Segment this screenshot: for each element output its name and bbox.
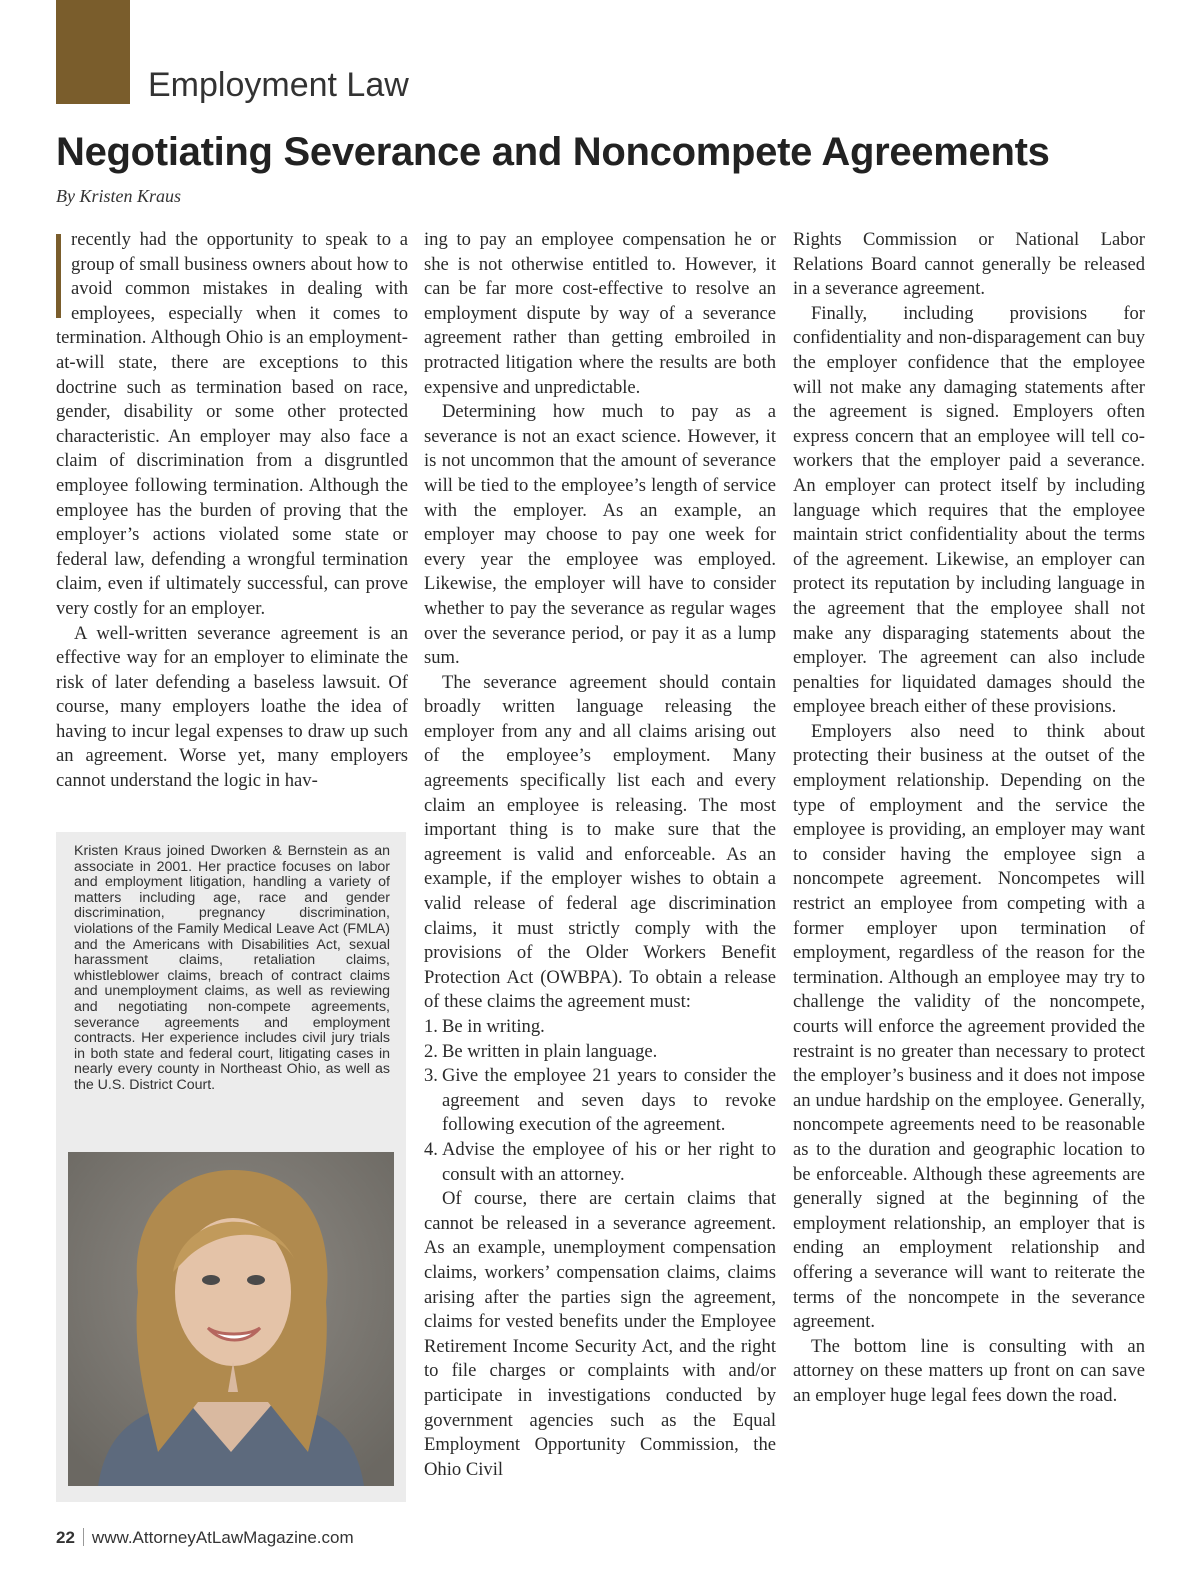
drop-cap-bar — [56, 234, 61, 318]
article-headline: Negotiating Severance and Noncompete Agreements — [56, 130, 1050, 174]
article-column-2 — [424, 228, 776, 1482]
article-column-1 — [56, 228, 408, 794]
list-item-text: Give the employee 21 years to consider the agreement and seven days to revoke following execution of the agreement. — [442, 1065, 776, 1136]
list-number: 3. — [424, 1065, 438, 1087]
page-number: 22 — [56, 1528, 75, 1547]
article-byline: By Kristen Kraus — [56, 186, 182, 206]
section-color-block — [56, 0, 130, 104]
footer-website-link[interactable]: www.AttorneyAtLawMagazine.com — [91, 1528, 354, 1547]
footer-divider — [83, 1528, 84, 1546]
section-label: Employment Law — [148, 66, 409, 104]
page-footer — [56, 1528, 354, 1548]
paragraph: Finally, including provisions for confidentiality and non-disparagement can buy the employer confidence that the employee will not make any damaging statements after the agreement is signed. Employers often express concern that an employee will tell co-workers that the employer paid a severance. An employer can protect itself by including language which requires that the employee maintain strict confidentiality about the terms of the agreement. Likewise, an employer can protect its reputation by including language in the agreement that the employee shall not make any disparaging statements about the employer. The agreement can also include penalties for liquidated damages should the employee breach either of these provisions. — [793, 302, 1145, 718]
list-item-text: Be written in plain language. — [442, 1040, 658, 1062]
list-item — [424, 1040, 776, 1065]
list-item — [424, 1064, 776, 1138]
list-item — [424, 1138, 776, 1187]
paragraph: Employers also need to think about protecting their business at the outset of the employment relationship. Depending on the type of employment and the service the employee is providing, an employer may want to consider having the employee sign a noncompete agreement. Noncompetes will restrict an employee from competing with a former employer upon termination of employment, regardless of the reason for the termination. Although an employee may try to challenge the validity of the noncompete, courts will enforce the agreement provided the restraint is no greater than necessary to protect the employer’s business and it does not impose an undue hardship on the employee. Generally, noncompete agreements need to be reasonable as to the duration and geographic location to be enforceable. Although these agreements are generally signed at the beginning of the employment relationship, an employer that is ending an employment relationship and offering a severance will want to reiterate the terms of the noncompete in the severance agreement. — [793, 720, 1145, 1333]
list-number: 1. — [424, 1016, 438, 1037]
requirements-list — [424, 1015, 776, 1187]
author-bio-box — [56, 832, 406, 1502]
article-column-3 — [793, 228, 1145, 1409]
paragraph: Rights Commission or National Labor Relations Board cannot generally be released in a severance agreement. — [793, 229, 1145, 300]
paragraph: ing to pay an employee compensation he or she is not otherwise entitled to. However, it can be far more cost-effective to resolve an employment dispute by way of a severance agreement rather than getting embroiled in protracted litigation where the results are both expensive and unpredictable. — [424, 229, 776, 398]
list-number: 2. — [424, 1040, 438, 1062]
paragraph: Determining how much to pay as a severance is not an exact science. However, it is not uncommon that the amount of severance will be tied to the employee’s length of service with the employer. As an example, an employer may choose to pay one week for every year the employee was employed. Likewise, the employer will have to consider whether to pay the severance as regular wages over the severance period, or pay it as a lump sum. — [424, 401, 776, 669]
list-item — [424, 1015, 776, 1040]
paragraph: The severance agreement should contain broadly written language releasing the employer from any and all claims arising out of the employee’s employment. Many agreements specifically list each and every claim an employee is releasing. The most important thing is to make sure that the agreement is valid and enforceable. As an example, if the employer wishes to obtain a valid release of federal age discrimination claims, it must strictly comply with the provisions of the Older Workers Benefit Protection Act (OWBPA). To obtain a release of these claims the agreement must: — [424, 671, 776, 1013]
list-item-text: Advise the employee of his or her right to consult with an attorney. — [442, 1138, 776, 1185]
list-number: 4. — [424, 1138, 438, 1160]
paragraph: The bottom line is consulting with an attorney on these matters up front on can save an employer huge legal fees down the road. — [793, 1335, 1145, 1406]
paragraph: Of course, there are certain claims that cannot be released in a severance agreement. As an example, unemployment compensation claims, workers’ compensation claims, claims arising after the parties sign the agreement, claims for vested benefits under the Employee Retirement Income Security Act, and the right to file charges or complaints with and/or participate in investigations conducted by government agencies such as the Equal Employment Opportunity Commission, the Ohio Civil — [424, 1188, 776, 1480]
author-photo — [68, 1152, 394, 1486]
author-portrait-image — [68, 1152, 394, 1486]
paragraph — [56, 228, 408, 622]
paragraph: A well-written severance agreement is an effective way for an employer to eliminate the risk of later defending a baseless lawsuit. Of course, many employers loathe the idea of having to incur legal expenses to draw up such an agreement. Worse yet, many employers cannot understand the logic in hav- — [56, 622, 408, 792]
list-item-text: Be in writing. — [442, 1016, 545, 1037]
paragraph-text: recently had the opportunity to speak to a group of small business owners about how to avoid common mistakes in dealing with employees, especially when it comes to termination. Although Ohio is an employment-at-will state, there are exceptions to this doctrine such as termination based on race, gender, disability or some other protected characteristic. An employer may also face a claim of discrimination from a disgruntled employee following termination. Although the employee has the burden of proving that the employer’s actions violated some state or federal law, defending a wrongful termination claim, even if ultimately successful, can prove very costly for an employer. — [56, 229, 408, 619]
author-bio-text: Kristen Kraus joined Dworken & Bernstein as an associate in 2001. Her practice focuses on labor and employment litigation, handling a variety of matters including age, race and gender discrimination, pregnancy discrimination, violations of the Family Medical Leave Act (FMLA) and the Americans with Disabilities Act, sexual harassment claims, retaliation claims, whistleblower claims, breach of contract claims and unemployment claims, as well as reviewing and negotiating non-compete agreements, severance agreements and employment contracts. Her experience includes civil jury trials in both state and federal court, litigating cases in nearly every county in Northeast Ohio, as well as the U.S. District Court. — [74, 843, 390, 1093]
